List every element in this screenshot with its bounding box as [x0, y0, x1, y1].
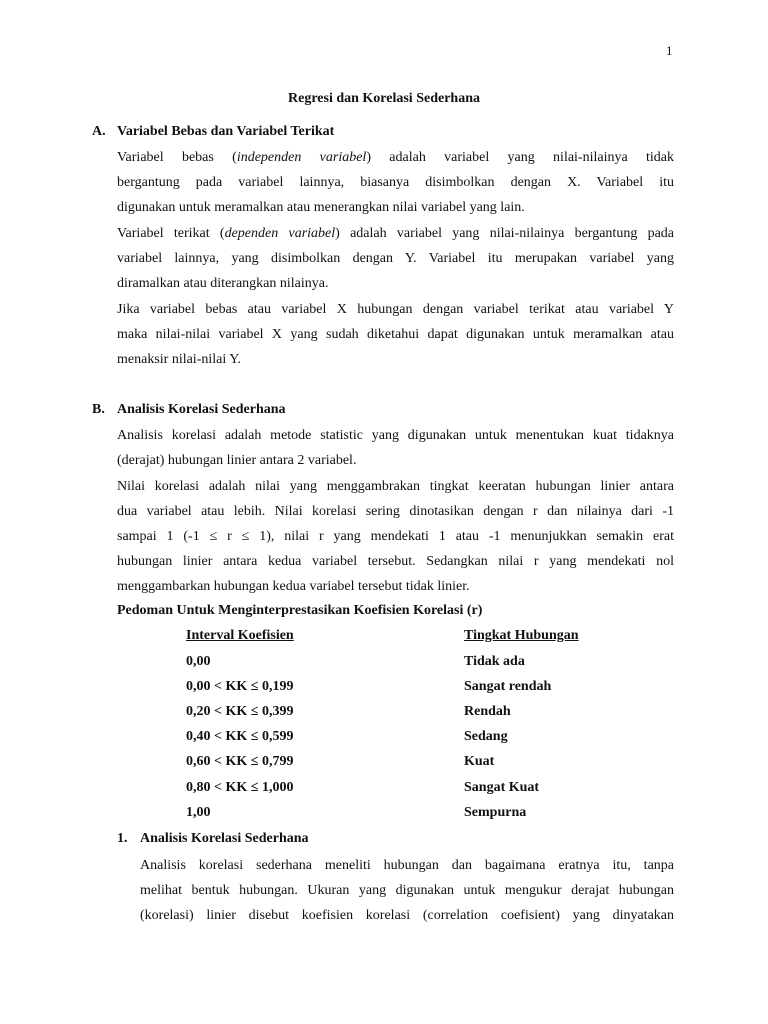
section-a-paragraph-1: [117, 145, 674, 220]
section-b-heading: [0, 402, 768, 422]
paragraph-line: dua variabel atau lebih. Nilai korelasi sering dinotasikan dengan r dan nilainya dari -1: [117, 504, 674, 519]
table-header-level: Tingkat Hubungan: [464, 628, 579, 643]
paragraph-line: maka nilai-nilai variabel X yang sudah diketahui dapat digunakan untuk meramalkan atau: [117, 327, 674, 342]
page-number: 1: [666, 43, 673, 58]
paragraph-line: digunakan untuk meramalkan atau menerangkan nilai variabel yang lain.: [117, 200, 525, 215]
table-cell-interval: 0,00: [186, 654, 211, 669]
table-cell-interval: 0,20 < KK ≤ 0,399: [186, 704, 294, 719]
table-cell-level: Sedang: [464, 729, 508, 744]
paragraph-line: sampai 1 (-1 ≤ r ≤ 1), nilai r yang mendekati 1 atau -1 menunjukkan semakin erat: [117, 529, 674, 544]
table-cell-level: Tidak ada: [464, 654, 525, 669]
subsection-1-title: Analisis Korelasi Sederhana: [140, 831, 309, 846]
paragraph-line: bergantung pada variabel lainnya, biasanya disimbolkan dengan X. Variabel itu: [117, 175, 674, 190]
table-cell-interval: 0,60 < KK ≤ 0,799: [186, 754, 294, 769]
subsection-1-number: 1.: [117, 831, 128, 846]
paragraph-line: menaksir nilai-nilai Y.: [117, 352, 242, 367]
paragraph-line: diramalkan atau diterangkan nilainya.: [117, 276, 329, 291]
table-cell-interval: 1,00: [186, 805, 211, 820]
paragraph-line: (korelasi) linier disebut koefisien korelasi (correlation coefisient) yang dinyatakan: [140, 908, 674, 923]
section-a-heading: [0, 124, 768, 144]
paragraph-line: hubungan linier antara kedua variabel tersebut. Sedangkan nilai r yang mendekati nol: [117, 554, 674, 569]
paragraph-line: Analisis korelasi sederhana meneliti hubungan dan bagaimana eratnya itu, tanpa: [140, 858, 674, 873]
table-cell-interval: 0,40 < KK ≤ 0,599: [186, 729, 294, 744]
table-cell-interval: 0,80 < KK ≤ 1,000: [186, 780, 294, 795]
document-title: Regresi dan Korelasi Sederhana: [288, 91, 480, 106]
subsection-1-paragraph: [140, 853, 674, 928]
paragraph-line: Analisis korelasi adalah metode statistic yang digunakan untuk menentukan kuat tidaknya: [117, 428, 674, 443]
paragraph-line: (derajat) hubungan linier antara 2 variabel.: [117, 453, 357, 468]
paragraph-line: Variabel terikat (dependen variabel) adalah variabel yang nilai-nilainya bergantung pada: [117, 226, 675, 241]
table-cell-level: Rendah: [464, 704, 511, 719]
paragraph-line: Jika variabel bebas atau variabel X hubungan dengan variabel terikat atau variabel Y: [117, 302, 674, 317]
paragraph-line: Variabel bebas (independen variabel) adalah variabel yang nilai-nilainya tidak: [117, 150, 674, 165]
paragraph-line: melihat bentuk hubungan. Ukuran yang digunakan untuk mengukur derajat hubungan: [140, 883, 674, 898]
section-b-paragraph-1: [117, 423, 674, 473]
section-a-letter: A.: [92, 124, 106, 139]
section-a-paragraph-2: [117, 221, 674, 296]
section-b-paragraph-2: [117, 474, 674, 599]
table-header-interval: Interval Koefisien: [186, 628, 294, 643]
paragraph-line: variabel lainnya, yang disimbolkan dengan Y. Variabel itu merupakan variabel yang: [117, 251, 674, 266]
section-b-title: Analisis Korelasi Sederhana: [117, 402, 286, 417]
table-cell-level: Sempurna: [464, 805, 527, 820]
table-cell-level: Kuat: [464, 754, 495, 769]
table-cell-level: Sangat Kuat: [464, 780, 540, 795]
section-a-title: Variabel Bebas dan Variabel Terikat: [117, 124, 335, 139]
section-a-paragraph-3: [117, 297, 674, 372]
paragraph-line: Nilai korelasi adalah nilai yang menggambrakan tingkat keeratan hubungan linier antara: [117, 479, 674, 494]
table-cell-level: Sangat rendah: [464, 679, 552, 694]
table-cell-interval: 0,00 < KK ≤ 0,199: [186, 679, 294, 694]
paragraph-line: menggambarkan hubungan kedua variabel tersebut tidak linier.: [117, 579, 470, 594]
guideline-heading: Pedoman Untuk Menginterprestasikan Koefisien Korelasi (r): [117, 603, 483, 618]
section-b-letter: B.: [92, 402, 105, 417]
